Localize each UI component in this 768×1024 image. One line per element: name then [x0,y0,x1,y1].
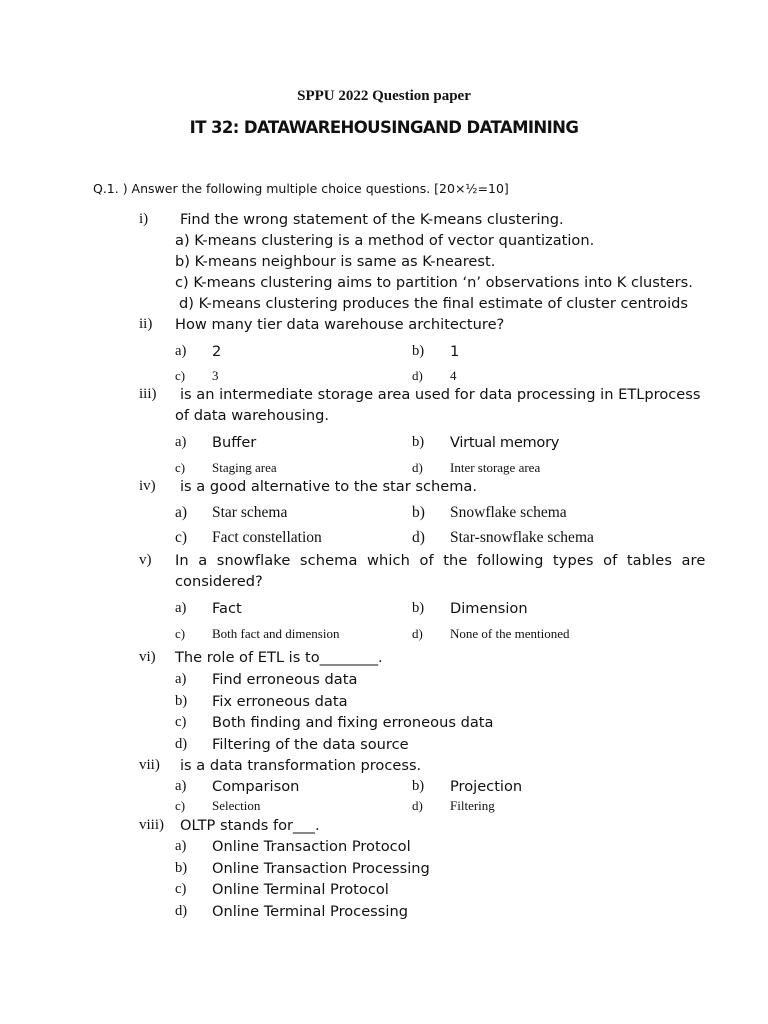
option-d-text: Filtering of the data source [212,736,409,753]
option-c-label: c) [175,881,187,897]
option-d-text: None of the mentioned [450,626,570,641]
option-c-text: Staging area [212,460,277,475]
question-text: is an intermediate storage area used for data processing in ETLprocess [180,386,701,403]
instruction-text: Q.1. ) Answer the following multiple choice questions. [20×½=10] [93,181,509,196]
option-b-label: b) [175,693,188,709]
option-b-text: Online Transaction Processing [212,860,430,877]
option-d-text: Online Terminal Processing [212,903,408,920]
option-d-text: Filtering [450,798,495,813]
option-a-text: 2 [212,343,222,360]
question-number: viii) [139,817,164,833]
option-a-text: Comparison [212,778,300,795]
option-b-label: b) [412,504,425,521]
option-a-label: a) [175,671,187,687]
paper-title: SPPU 2022 Question paper [297,88,471,104]
question-number: i) [139,211,149,227]
option-a-label: a) [175,434,187,450]
question-text: How many tier data warehouse architecture? [175,316,505,333]
option-c-text: 3 [212,368,219,383]
option-a-text: Fact [212,600,242,617]
option-c-label: c) [175,714,187,730]
question-number: iv) [139,478,156,494]
option-d-text: Star-snowflake schema [450,529,594,546]
question-number: vii) [139,757,160,773]
question-text: OLTP stands for___. [180,817,320,834]
option-c-text: Both finding and fixing erroneous data [212,714,494,731]
course-title: IT 32: DATAWAREHOUSINGAND DATAMINING [189,118,579,137]
option-d-label: d) [412,529,425,546]
option-d-label: d) [412,368,423,383]
option-c-label: c) [175,626,186,641]
question-text: is a good alternative to the star schema. [180,478,478,495]
option-b-text: 1 [450,343,460,360]
question-text: Find the wrong statement of the K-means clustering. [180,211,564,228]
option-c-text: Selection [212,798,261,813]
option-c-label: c) [175,798,186,813]
option-b-text: Fix erroneous data [212,693,348,710]
option-b-label: b) [412,778,425,794]
option-a-label: a) [175,600,187,616]
question-number: v) [139,552,152,568]
question-number: ii) [139,316,153,332]
question-text: In a snowflake schema which of the following types of tables are [175,552,706,569]
option-a: a) K-means clustering is a method of vector quantization. [175,232,595,249]
option-a-label: a) [175,778,187,794]
option-c: c) K-means clustering aims to partition ‘n’ observations into K clusters. [175,274,693,291]
option-d-text: 4 [450,368,457,383]
option-b-text: Virtual memory [450,434,560,451]
option-a-text: Buffer [212,434,257,451]
option-a-label: a) [175,343,187,359]
option-b-label: b) [412,434,425,450]
option-b: b) K-means neighbour is same as K-nearest. [175,253,496,270]
question-number: vi) [139,649,156,665]
option-b-text: Projection [450,778,523,795]
question-number: iii) [139,386,157,402]
option-b-text: Dimension [450,600,528,617]
option-d: d) K-means clustering produces the final estimate of cluster centroids [179,295,688,312]
option-c-label: c) [175,368,186,383]
option-b-label: b) [412,343,425,359]
option-c-text: Fact constellation [212,529,322,546]
option-b-label: b) [412,600,425,616]
option-c-label: c) [175,460,186,475]
option-d-label: d) [175,903,188,919]
option-a-label: a) [175,838,187,854]
option-a-text: Find erroneous data [212,671,358,688]
question-text: The role of ETL is to________. [175,649,383,666]
option-a-text: Star schema [212,504,288,521]
option-d-label: d) [412,460,423,475]
question-text-line2: of data warehousing. [175,407,329,424]
option-d-label: d) [412,626,423,641]
option-c-text: Online Terminal Protocol [212,881,389,898]
option-c-text: Both fact and dimension [212,626,340,641]
option-c-label: c) [175,529,188,546]
option-d-label: d) [412,798,423,813]
option-a-label: a) [175,504,188,521]
option-d-label: d) [175,736,188,752]
option-a-text: Online Transaction Protocol [212,838,411,855]
option-d-text: Inter storage area [450,460,541,475]
option-b-text: Snowflake schema [450,504,567,521]
question-text-line2: considered? [175,573,263,590]
question-text: is a data transformation process. [180,757,422,774]
option-b-label: b) [175,860,188,876]
